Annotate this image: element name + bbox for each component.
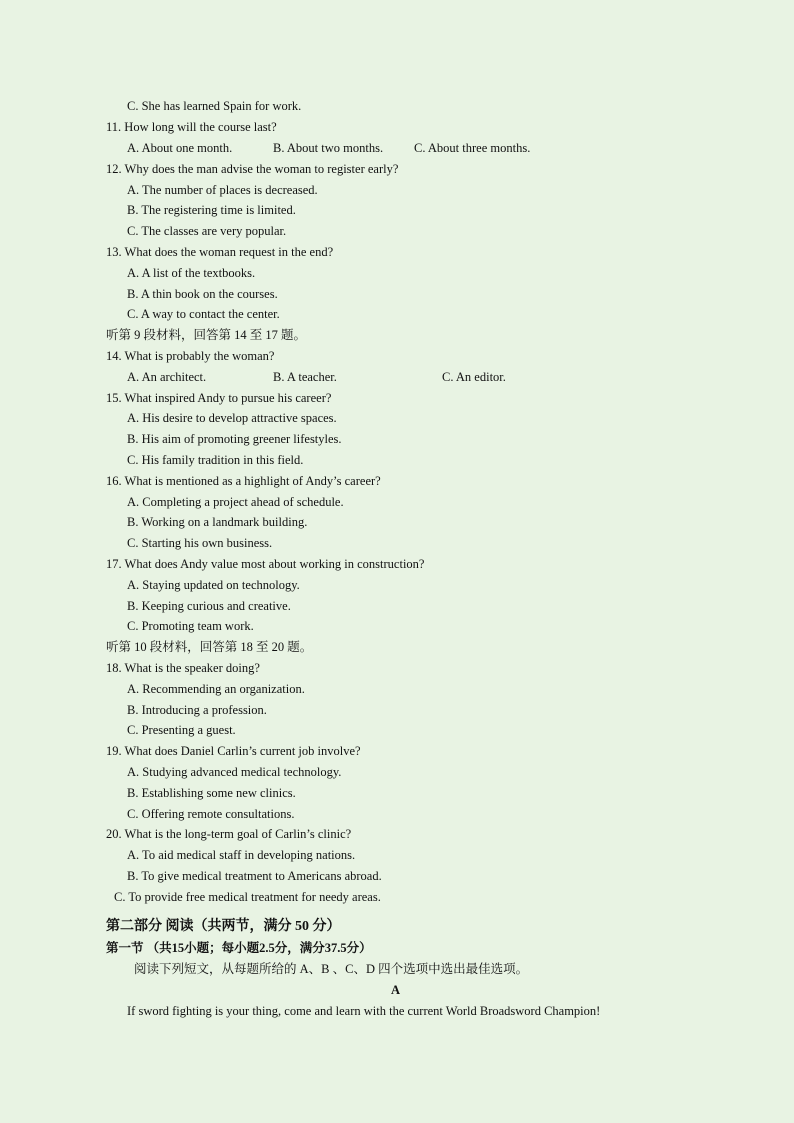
q11-option-b: B. About two months. — [273, 141, 384, 155]
q19-option-a: A. Studying advanced medical technology. — [127, 765, 342, 779]
q16-option-a: A. Completing a project ahead of schedule. — [127, 495, 344, 509]
q20-option-a: A. To aid medical staff in developing nations. — [127, 848, 356, 862]
q18-option-c: C. Presenting a guest. — [127, 723, 236, 737]
q18-stem: 18. What is the speaker doing? — [106, 661, 260, 675]
q19-option-c: C. Offering remote consultations. — [127, 807, 295, 821]
q13-stem: 13. What does the woman request in the end? — [106, 245, 334, 259]
q13-option-b: B. A thin book on the courses. — [127, 287, 278, 301]
q11-option-a: A. About one month. — [127, 141, 233, 155]
q16-option-b: B. Working on a landmark building. — [127, 515, 308, 529]
q14-option-b: B. A teacher. — [273, 370, 337, 384]
q12-option-a: A. The number of places is decreased. — [127, 183, 318, 197]
q15-option-a: A. His desire to develop attractive spaces. — [127, 411, 337, 425]
q10-option-c: C. She has learned Spain for work. — [127, 99, 302, 113]
q18-option-b: B. Introducing a profession. — [127, 703, 267, 717]
q17-option-b: B. Keeping curious and creative. — [127, 599, 291, 613]
q13-option-c: C. A way to contact the center. — [127, 307, 280, 321]
q14-option-c: C. An editor. — [442, 370, 506, 384]
q18-option-a: A. Recommending an organization. — [127, 682, 305, 696]
q20-option-b: B. To give medical treatment to Americans abroad. — [127, 869, 382, 883]
q12-stem: 12. Why does the man advise the woman to register early? — [106, 162, 399, 176]
q20-stem: 20. What is the long-term goal of Carlin’s clinic? — [106, 827, 352, 841]
section-1-title: 第一节 （共15小题；每小题2.5分，满分37.5分） — [106, 941, 372, 955]
q14-stem: 14. What is probably the woman? — [106, 349, 275, 363]
reading-instruction: 阅读下列短文，从每题所给的 A、B 、C、D 四个选项中选出最佳选项。 — [134, 962, 529, 976]
q19-stem: 19. What does Daniel Carlin’s current job involve? — [106, 744, 361, 758]
passage-label: A — [391, 983, 401, 997]
q12-option-c: C. The classes are very popular. — [127, 224, 287, 238]
passage-first-line: If sword fighting is your thing, come and learn with the current World Broadsword Champion! — [127, 1004, 601, 1018]
q15-option-c: C. His family tradition in this field. — [127, 453, 304, 467]
q17-option-a: A. Staying updated on technology. — [127, 578, 300, 592]
q15-option-b: B. His aim of promoting greener lifestyles. — [127, 432, 342, 446]
q14-option-a: A. An architect. — [127, 370, 207, 384]
section-10-instruction: 听第 10 段材料，回答第 18 至 20 题。 — [106, 640, 313, 654]
q17-option-c: C. Promoting team work. — [127, 619, 254, 633]
q16-stem: 16. What is mentioned as a highlight of Andy’s career? — [106, 474, 381, 488]
q11-option-c: C. About three months. — [414, 141, 531, 155]
section-9-instruction: 听第 9 段材料，回答第 14 至 17 题。 — [106, 328, 307, 342]
q11-stem: 11. How long will the course last? — [106, 120, 277, 134]
q19-option-b: B. Establishing some new clinics. — [127, 786, 296, 800]
q20-option-c: C. To provide free medical treatment for needy areas. — [114, 890, 381, 904]
part-2-title: 第二部分 阅读（共两节，满分 50 分） — [106, 919, 341, 934]
q13-option-a: A. A list of the textbooks. — [127, 266, 256, 280]
q16-option-c: C. Starting his own business. — [127, 536, 273, 550]
q12-option-b: B. The registering time is limited. — [127, 203, 296, 217]
q17-stem: 17. What does Andy value most about working in construction? — [106, 557, 425, 571]
q15-stem: 15. What inspired Andy to pursue his career? — [106, 391, 332, 405]
